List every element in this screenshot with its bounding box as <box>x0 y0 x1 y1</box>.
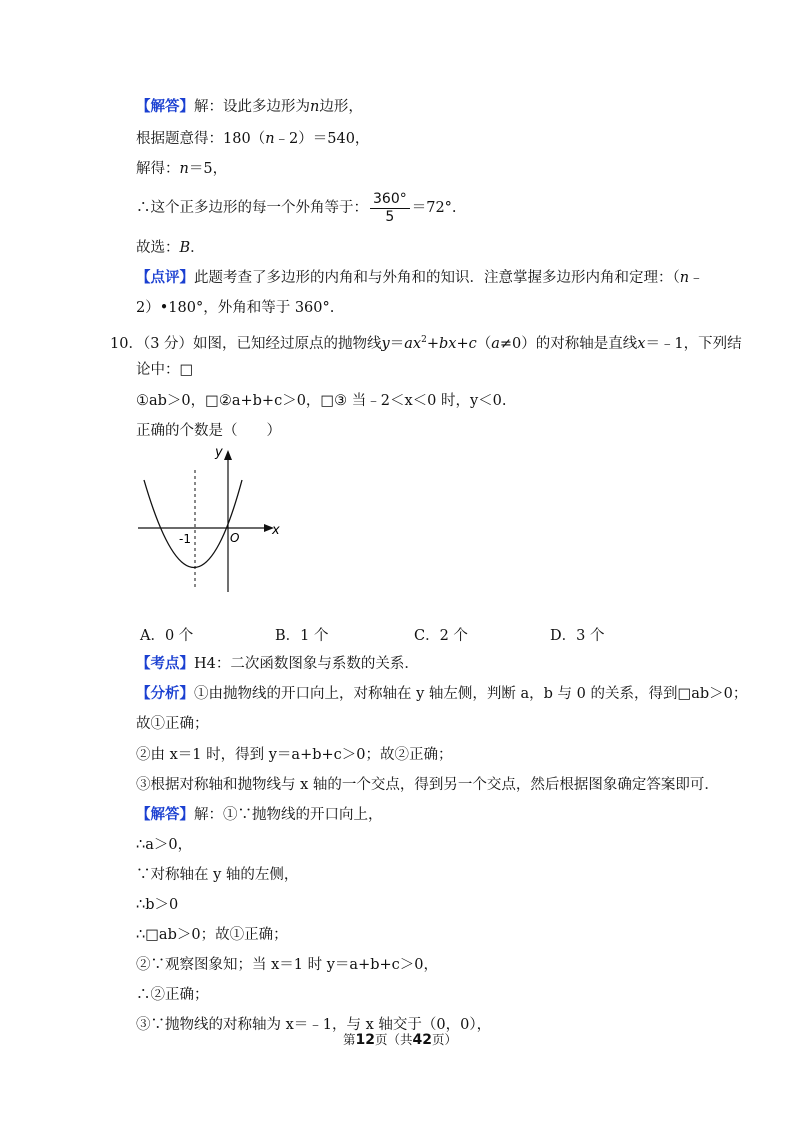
y-axis-label: y <box>215 445 223 460</box>
answer-line-8: ③∵抛物线的对称轴为 x＝﹣1，与 x 轴交于（0，0）， <box>136 1017 492 1033</box>
y-axis-arrow <box>224 450 232 460</box>
x-axis-label: x <box>272 523 280 538</box>
analysis-line-4: ③根据对称轴和抛物线与 x 轴的一个交点，得到另一个交点，然后根据图象确定答案即可． <box>136 777 719 793</box>
answer-tag: 【解答】 <box>136 99 194 115</box>
comment-line-2: 2）•180°，外角和等于 360°. <box>136 300 335 316</box>
solution-line-1: 【解答】解：设此多边形为n边形， <box>136 99 363 115</box>
question-line-2: 论中：□ <box>136 362 194 378</box>
question-number: 10． <box>110 336 143 352</box>
option-c: C．2 个 <box>414 628 468 644</box>
question-ask: 正确的个数是（ ） <box>136 423 281 439</box>
answer-line-5: ∴□ab＞0；故①正确； <box>136 927 288 943</box>
page-number: 12 <box>355 1032 375 1048</box>
question-line-1: 10．（3 分）如图，已知经过原点的抛物线$y=ax^2+bx+c(a\ne 0)$的对称轴是直线x＝﹣1，下列结 <box>110 335 742 352</box>
solution-line-3: 解得：n＝5， <box>136 161 228 177</box>
kaodian-tag: 【考点】 <box>136 656 194 672</box>
analysis-line-3: ②由 x＝1 时，得到 y＝a+b+c＞0；故②正确； <box>136 747 453 763</box>
answer-line-6: ②∵观察图象知；当 x＝1 时 y＝a+b+c＞0， <box>136 957 438 973</box>
comment-line-1: 【点评】此题考查了多边形的内角和与外角和的知识．注意掌握多边形内角和定理：（n﹣ <box>136 270 704 286</box>
answer-line-7: ∴②正确； <box>136 987 209 1003</box>
option-a: A．0 个 <box>140 628 194 644</box>
solution-line-2: 根据题意得：180（n﹣2）＝540， <box>136 131 370 147</box>
answer-line-4: ∴b＞0 <box>136 897 179 913</box>
analysis-line-1: 【分析】①由抛物线的开口向上，对称轴在 y 轴左侧，判断 a，b 与 0 的关系，得到□ab＞0； <box>136 686 748 702</box>
answer-line-1: 【解答】解：①∵抛物线的开口向上， <box>136 807 383 823</box>
question-statements: ①ab＞0，□②a+b+c＞0，□③ 当﹣2＜x＜0 时，y＜0. <box>136 393 507 409</box>
fraction: $\frac{360^\circ}{5}$ <box>370 191 410 226</box>
option-b: B．1 个 <box>275 628 329 644</box>
kaodian-line: 【考点】H4：二次函数图象与系数的关系． <box>136 656 419 672</box>
tick-label-minus-one: -1 <box>179 532 191 546</box>
page-footer: 第12页（共42页） <box>342 1032 457 1048</box>
answer-line-2: ∴a＞0， <box>136 837 193 853</box>
origin-label: O <box>230 531 240 545</box>
comment-tag: 【点评】 <box>136 270 194 286</box>
option-d: D．3 个 <box>550 628 605 644</box>
solution-line-5: 故选：B． <box>136 240 205 256</box>
answer-tag-2: 【解答】 <box>136 807 194 823</box>
analysis-line-2: 故①正确； <box>136 716 209 732</box>
solution-line-4: ∴这个正多边形的每一个外角等于： $\frac{360^\circ}{5}$ ＝72°. <box>136 190 457 225</box>
parabola-curve <box>144 480 242 568</box>
parabola-graph <box>135 440 285 600</box>
page-total: 42 <box>412 1032 432 1048</box>
answer-line-3: ∵对称轴在 y 轴的左侧， <box>136 867 299 883</box>
analysis-tag: 【分析】 <box>136 686 194 702</box>
